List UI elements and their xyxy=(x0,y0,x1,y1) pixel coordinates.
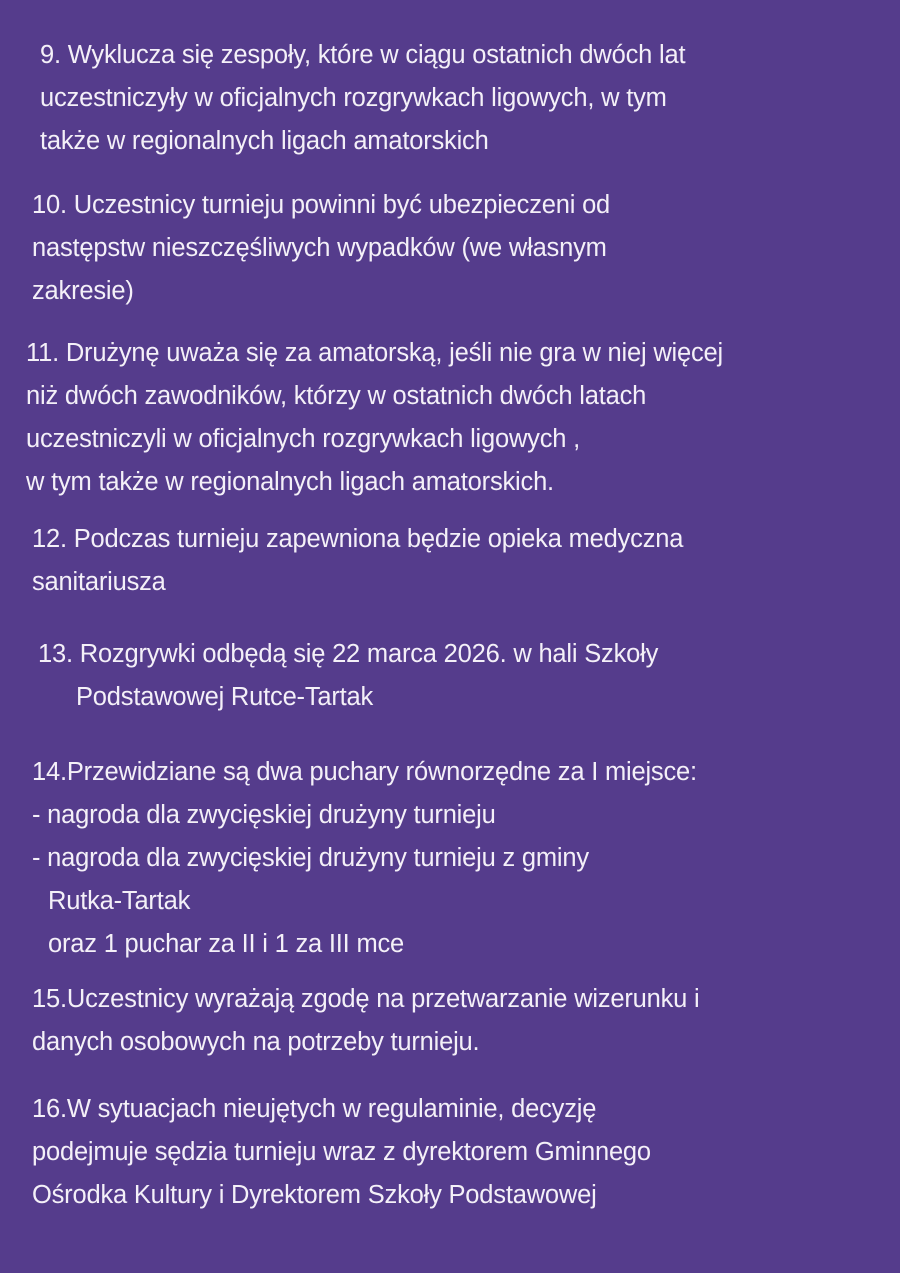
rule-10-line-1: 10. Uczestnicy turnieju powinni być ubezpieczeni od xyxy=(32,191,611,219)
rule-13-line-1: 13. Rozgrywki odbędą się 22 marca 2026. w hali Szkoły xyxy=(38,640,659,668)
rule-16 xyxy=(32,1088,651,1217)
rule-16-line-1: 16.W sytuacjach nieujętych w regulaminie, decyzję xyxy=(32,1095,597,1123)
rule-10-line-2: następstw nieszczęśliwych wypadków (we własnym xyxy=(32,234,607,262)
rule-11-line-1: 11. Drużynę uważa się za amatorską, jeśli nie gra w niej więcej xyxy=(26,339,723,367)
rule-10 xyxy=(32,184,610,313)
rule-9-line-2: uczestniczyły w oficjalnych rozgrywkach ligowych, w tym xyxy=(40,84,667,112)
rule-11 xyxy=(26,332,723,504)
rule-15 xyxy=(32,978,700,1064)
rule-11-line-4: w tym także w regionalnych ligach amatorskich. xyxy=(26,468,554,496)
rule-14-line-4: Rutka-Tartak xyxy=(48,887,191,915)
rule-14-line-1: 14.Przewidziane są dwa puchary równorzędne za I miejsce: xyxy=(32,758,697,786)
rule-9-line-3: także w regionalnych ligach amatorskich xyxy=(40,127,489,155)
rule-9 xyxy=(40,34,685,163)
rule-14-bullet-2: - nagroda dla zwycięskiej drużyny turnieju z gminy xyxy=(32,844,589,872)
rule-12 xyxy=(32,518,683,604)
rule-16-line-3: Ośrodka Kultury i Dyrektorem Szkoły Podstawowej xyxy=(32,1181,597,1209)
rule-11-line-2: niż dwóch zawodników, którzy w ostatnich dwóch latach xyxy=(26,382,647,410)
rule-14-bullet-1: - nagroda dla zwycięskiej drużyny turnieju xyxy=(32,801,496,829)
rule-15-line-2: danych osobowych na potrzeby turnieju. xyxy=(32,1028,480,1056)
rule-9-line-1: 9. Wyklucza się zespoły, które w ciągu ostatnich dwóch lat xyxy=(40,41,686,69)
rule-12-line-1: 12. Podczas turnieju zapewniona będzie opieka medyczna xyxy=(32,525,684,553)
rule-15-line-1: 15.Uczestnicy wyrażają zgodę na przetwarzanie wizerunku i xyxy=(32,985,700,1013)
rule-10-line-3: zakresie) xyxy=(32,277,134,305)
rule-12-line-2: sanitariusza xyxy=(32,568,166,596)
rule-13-line-2: Podstawowej Rutce-Tartak xyxy=(76,683,374,711)
rule-13 xyxy=(38,633,658,719)
rule-14 xyxy=(32,751,697,966)
rule-14-line-5: oraz 1 puchar za II i 1 za III mce xyxy=(48,930,405,958)
rule-16-line-2: podejmuje sędzia turnieju wraz z dyrektorem Gminnego xyxy=(32,1138,651,1166)
rule-11-line-3: uczestniczyli w oficjalnych rozgrywkach ligowych , xyxy=(26,425,581,453)
